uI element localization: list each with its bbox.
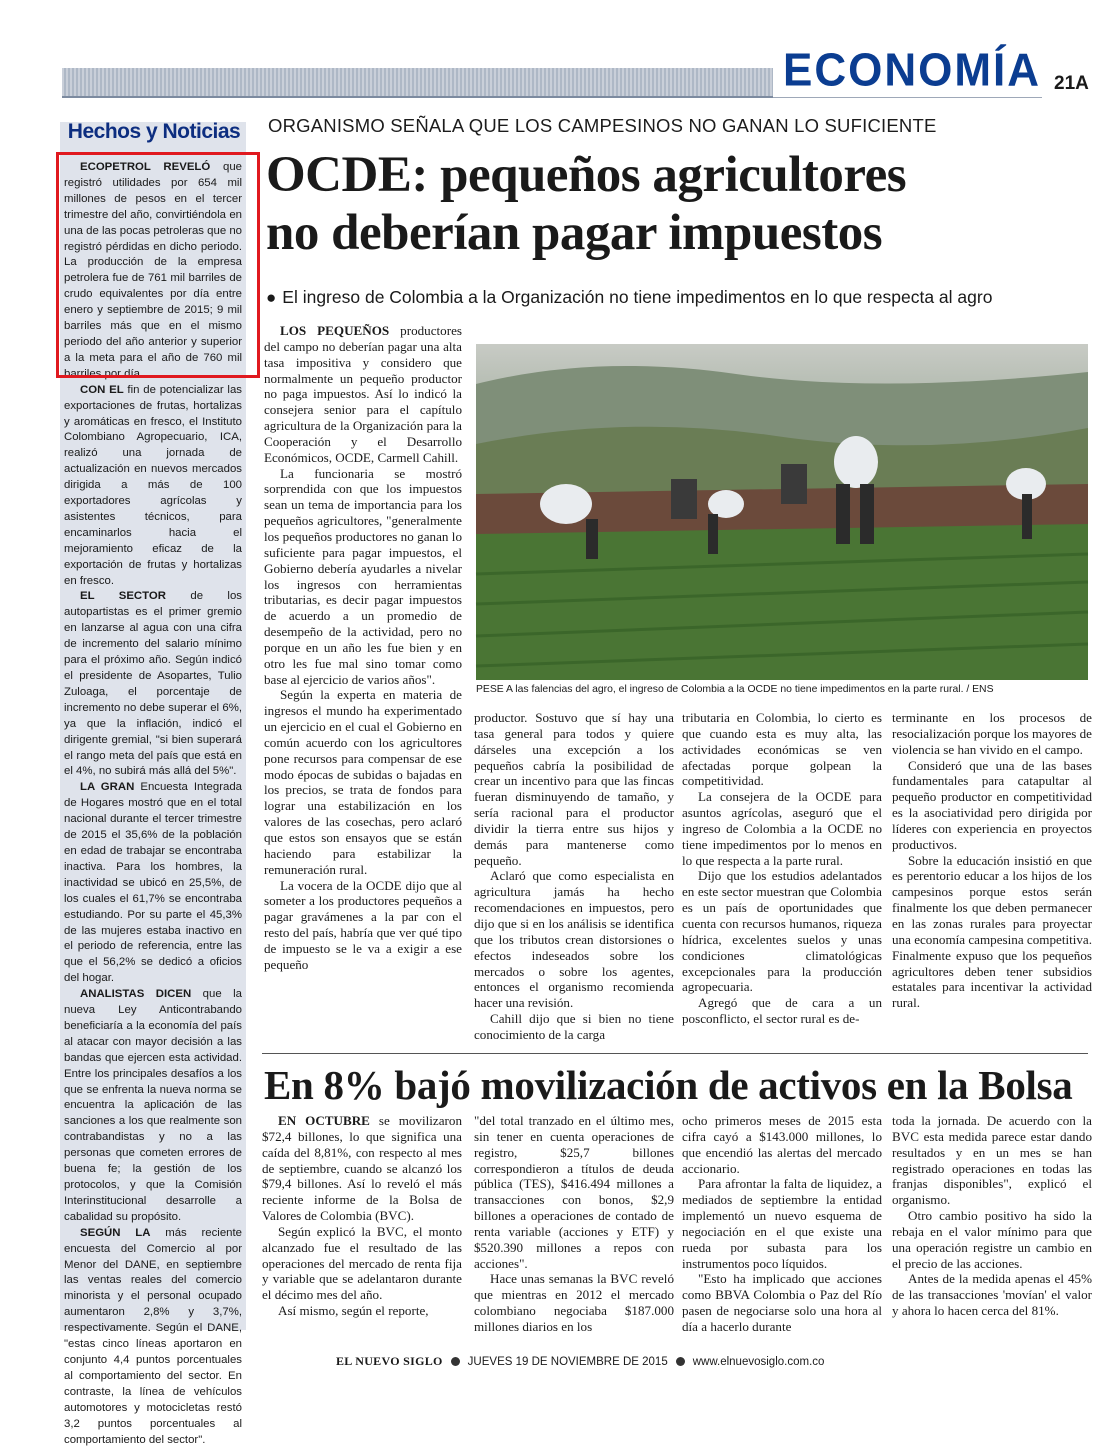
- article-kicker: ORGANISMO SEÑALA QUE LOS CAMPESINOS NO GANAN LO SUFICIENTE: [268, 115, 937, 136]
- paragraph: Dijo que los estudios adelantados en este sector muestran que Colombia es un país de oportunidades que cuenta con recursos humanos, riqueza hídrica, excelentes suelos y unas condiciones climatológicas excepcionales para la producción agropecuaria.: [682, 868, 882, 995]
- bullet-icon: ●: [266, 288, 277, 307]
- paragraph: Sobre la educación insistió en que es perentorio educar a los hijos de los campesinos porque estos serán finalmente los que deben permanecer en las zonas rurales para proyectar una economía campesina competitiva. Finalmente expuso que los pequeños agricultores deben tener subsidios estatales para incentivar la actividad rural.: [892, 852, 1092, 1011]
- article-subhead: [266, 287, 1086, 308]
- paragraph-lead: LOS PEQUEÑOS: [280, 323, 390, 338]
- paragraph: La funcionaria se mostró sorprendida con que los impuestos sean un tema de importancia para los pequeños agricultores, "generalmente los pequeños productores no ganan lo suficiente para pagar impuestos, el Gobierno debería ayudarles a nivelar los ingresos con herramientas tributarias, es decir pagar impuestos de acuerdo a un promedio de desempeño de la actividad, pero no porque en un año les fue bien y en otro les fue mal sino tomar como base al ejercicio de varios años".: [264, 465, 462, 687]
- paragraph: [264, 323, 462, 466]
- paragraph: Antes de la medida apenas el 45% de las transacciones 'movían' el valor y ahora lo hacen cerca del 81%.: [892, 1271, 1092, 1319]
- paragraph: tributaria en Colombia, lo cierto es que cuando esta es muy alta, las actividades económicas se ven afectadas porque golpean la competitividad.: [682, 710, 882, 789]
- section-title: ECONOMÍA: [773, 45, 1051, 98]
- paragraph: Consideró que una de las bases fundamentales para catapultar al pequeño productor en competitividad es la asociatividad pero dirigida por líderes con experiencia en proyectos productivos.: [892, 757, 1092, 852]
- article-headline: En 8% bajó movilización de activos en la Bolsa: [264, 1062, 1073, 1108]
- article-column: [682, 710, 882, 1046]
- article-column: [892, 710, 1092, 1046]
- sidebar-item: [64, 383, 242, 590]
- sidebar-item-text: que la nueva Ley Anticontrabando beneficiaría a la economía del país al atacar con mayor decisión a las bandas que ejercen esta actividad. Entre los principales desafíos a los que se enfrenta la nueva norma se encuentra la aplicación de las sanciones a los que realmente son contrabandistas y no a las personas que cometen errores de buena fe; la gestión de los protocolos, y que la Comisión Interinstitucional desarrolle a cabalidad su propósito.: [64, 988, 242, 1223]
- headline-line: OCDE: pequeños agricultores: [266, 147, 907, 203]
- paragraph-lead: EN OCTUBRE: [278, 1113, 370, 1128]
- newspaper-logo: EL NUEVO SIGLO: [336, 1354, 443, 1368]
- paragraph: toda la jornada. De acuerdo con la BVC esta medida parece estar dando resultados y en un mes se han registrado operaciones en todas las franjas disponibles", explicó el organismo.: [892, 1113, 1092, 1208]
- article-column: [264, 323, 462, 1043]
- photo-caption: PESE A las falencias del agro, el ingreso de Colombia a la OCDE no tiene impedimentos en la parte rural. / ENS: [476, 684, 994, 695]
- paragraph: productor. Sostuvo que sí hay una tasa general para todos y quiere dárseles una excepción a los pequeños cabría la posibilidad de crear un incentivo para que las fincas fueran disminuyendo de tamaño, y sería racional para el productor dividir la tierra entre sus hijos y demás para mantenerse como pequeño.: [474, 710, 674, 868]
- paragraph: Hace unas semanas la BVC reveló que mientras en 2012 el mercado colombiano negociaba $187.000 millones diarios en los: [474, 1271, 674, 1334]
- sidebar-item: [64, 589, 242, 780]
- article-column: [682, 1113, 882, 1343]
- sidebar-item-lead: EL SECTOR: [80, 590, 166, 603]
- sidebar-item: [64, 1226, 242, 1448]
- sidebar-item-lead: SEGÚN LA: [80, 1226, 151, 1239]
- paragraph: ocho primeros meses de 2015 esta cifra cayó a $143.000 millones, lo que encendió las alertas del mercado accionario.: [682, 1113, 882, 1176]
- sidebar-item-text: fin de potencializar las exportaciones de frutas, hortalizas y aromáticas en fresco, el Instituto Colombiano Agropecuario, ICA, realizó una jornada de actualización en nuevos mercados dirigida a más de 100 exportadores agrícolas y asistentes técnicos, para encaminarlos hacia el mejoramiento eficaz de la exportación de frutas y hortalizas en fresco.: [64, 383, 242, 587]
- article-column: [474, 1113, 674, 1343]
- headline-line: no deberían pagar impuestos: [266, 205, 883, 261]
- sidebar-item-lead: ANALISTAS DICEN: [80, 988, 192, 1001]
- paragraph: La consejera de la OCDE para asuntos agrícolas, aseguró que el ingreso de Colombia a la OCDE no tiene impedimentos por lo menos en lo que respecta a la parte rural.: [682, 789, 882, 868]
- sidebar-item: [64, 987, 242, 1226]
- footer-url[interactable]: www.elnuevosiglo.com.co: [692, 1355, 825, 1368]
- sidebar-item-lead: LA GRAN: [80, 781, 135, 794]
- paragraph: "Esto ha implicado que acciones como BBVA Colombia o Paz del Río pasen de negociarse solo una hora al día a hacerlo durante: [682, 1271, 882, 1334]
- sidebar-item-text: que registró utilidades por 654 mil millones de pesos en el tercer trimestre del año, convirtiéndola en una de las pocas petroleras que no registró pérdidas en dicho periodo. La producción de la empresa petrolera fue de 761 mil barriles de crudo equivalentes por día entre enero y septiembre de 2015; 9 mil barriles más que en el mismo periodo del año anterior y superior a la meta para el año de 760 mil barriles por día.: [64, 161, 242, 380]
- subhead-text: El ingreso de Colombia a la Organización no tiene impedimentos en lo que respecta al agro: [282, 287, 993, 307]
- paragraph: Cahill dijo que si bien no tiene conocimiento de la carga: [474, 1011, 674, 1042]
- paragraph: Agregó que de cara a un posconflicto, el sector rural es de-: [682, 995, 882, 1027]
- paragraph: [262, 1113, 462, 1224]
- paragraph: Para afrontar la falta de liquidez, a mediados de septiembre la entidad implementó un nuevo esquema de negociación en el que existe una rueda por subasta para los instrumentos poco líquidos.: [682, 1176, 882, 1271]
- paragraph-text: se movilizaron $72,4 billones, lo que significa una caída del 8,81%, con respecto al mes de septiembre, cuando se alcanzó los $79,4 billones. Así lo reveló el más reciente informe de la Bolsa de Valores de Colombia (BVC).: [262, 1113, 462, 1224]
- paragraph-text: productores del campo no deberían pagar una alta tasa impositiva y considero que normalmente un pequeño productor no paga impuestos. Así lo indicó la consejera senior para el capítulo agricultura de la Organización para la Cooperación y el Desarrollo Económicos, OCDE, Carmell Cahill.: [264, 323, 462, 465]
- paragraph: "del total tranzado en el último mes, sin tener en cuenta operaciones de registro, $25,7 billones correspondieron a títulos de deuda pública (TES), $416.494 millones a transacciones con bonos, $2,9 billones a operaciones de contado de renta variable (acciones y ETF) y $520.390 millones a repos con acciones".: [474, 1113, 674, 1271]
- farmers-field-illustration: [476, 344, 1088, 680]
- sidebar-item-text: de los autopartistas es el primer gremio en lanzarse al agua con una cifra de incremento del salario mínimo para el próximo año. Según indicó el presidente de Asopartes, Tulio Zuloaga, el porcentaje de incremento no debe superar el 6%, ya que la inflación, indicó el dirigente gremial, "si bien superará el rango meta del país que está en el 4%, no subirá más allá del 5%".: [64, 590, 242, 778]
- article-column: [474, 710, 674, 1046]
- article-headline: [266, 146, 1086, 262]
- page-number: 21A: [1054, 73, 1089, 94]
- paragraph: Así mismo, según el reporte,: [278, 1303, 429, 1319]
- paragraph: La vocera de la OCDE dijo que al someter a los productores pequeños a pagar gravámenes a la par con el resto del país, habría que ver qué tipo de impuesto se le va a exigir a ese pequeño: [264, 877, 462, 972]
- paragraph: Según la experta en materia de ingresos el mundo ha experimentado un ejercicio en el cual el Gobierno en común acuerdo con los agricultores pone recursos para compensar de ese modo épocas de subidas o bajadas en los precios, se trata de fondos para lograr una estabilización en los valores de las cosechas, pero aclaró que estos son ensayos que se están haciendo para estabilizar la remuneración rural.: [264, 687, 462, 877]
- article-column: [262, 1113, 462, 1343]
- sidebar-item: [64, 780, 242, 987]
- sidebar-item-text: Encuesta Integrada de Hogares mostró que en el total nacional durante el tercer trimestre de 2015 el 35,6% de la población en edad de trabajar se encontraba inactiva. Para los hombres, la inactividad se ubicó en 25,5%, de los cuales el 61,7% se encontraba estudiando. Por su parte el 45,3% de las mujeres estaba inactivo en el periodo de referencia, entre las que el 56,2% se dedicó a oficios del hogar.: [64, 781, 242, 985]
- paragraph: Aclaró que como especialista en agricultura jamás ha hecho recomendaciones en impuestos, pero dijo que si en los análisis se identifica que los tributos crean distorsiones o efectos indeseados sobre los mercados o sobre los agentes, entonces el organismo recomienda hacer una revisión.: [474, 868, 674, 1011]
- sidebar-item-lead: ECOPETROL REVELÓ: [80, 161, 211, 173]
- sidebar-item-lead: CON EL: [80, 383, 124, 396]
- section-divider: [262, 1053, 1088, 1054]
- page-footer: [336, 1354, 824, 1369]
- article-column: [892, 1113, 1092, 1343]
- paragraph: terminante en los procesos de resocialización porque los mayores de violencia se han vivido en el campo.: [892, 710, 1092, 757]
- article-photo: [476, 344, 1088, 680]
- highlight-box: [56, 152, 260, 378]
- sidebar-item-text: más reciente encuesta del Comercio al por Menor del DANE, en septiembre las ventas reales del comercio minorista y el personal ocupado aumentaron 2,8% y 3,7%, respectivamente. Según el DANE, "estas cinco líneas aportaron en conjunto 4,4 puntos porcentuales al comportamiento del sector. En contraste, la línea de vehículos automotores y motocicletas restó 3,2 puntos porcentuales al comportamiento del sector".: [64, 1226, 243, 1446]
- paragraph: Según explicó la BVC, el monto alcanzado fue el resultado de las operaciones del mercado de renta fija y variable que se adelantaron durante el décimo mes del año.: [262, 1223, 462, 1303]
- bullet-icon: [676, 1357, 685, 1366]
- bullet-icon: [451, 1357, 460, 1366]
- sidebar-title: Hechos y Noticias: [67, 120, 241, 143]
- paragraph: Otro cambio positivo ha sido la rebaja en el valor mínimo para que una operación registre un cambio en el precio de las acciones.: [892, 1208, 1092, 1271]
- footer-date: JUEVES 19 DE NOVIEMBRE DE 2015: [467, 1355, 668, 1368]
